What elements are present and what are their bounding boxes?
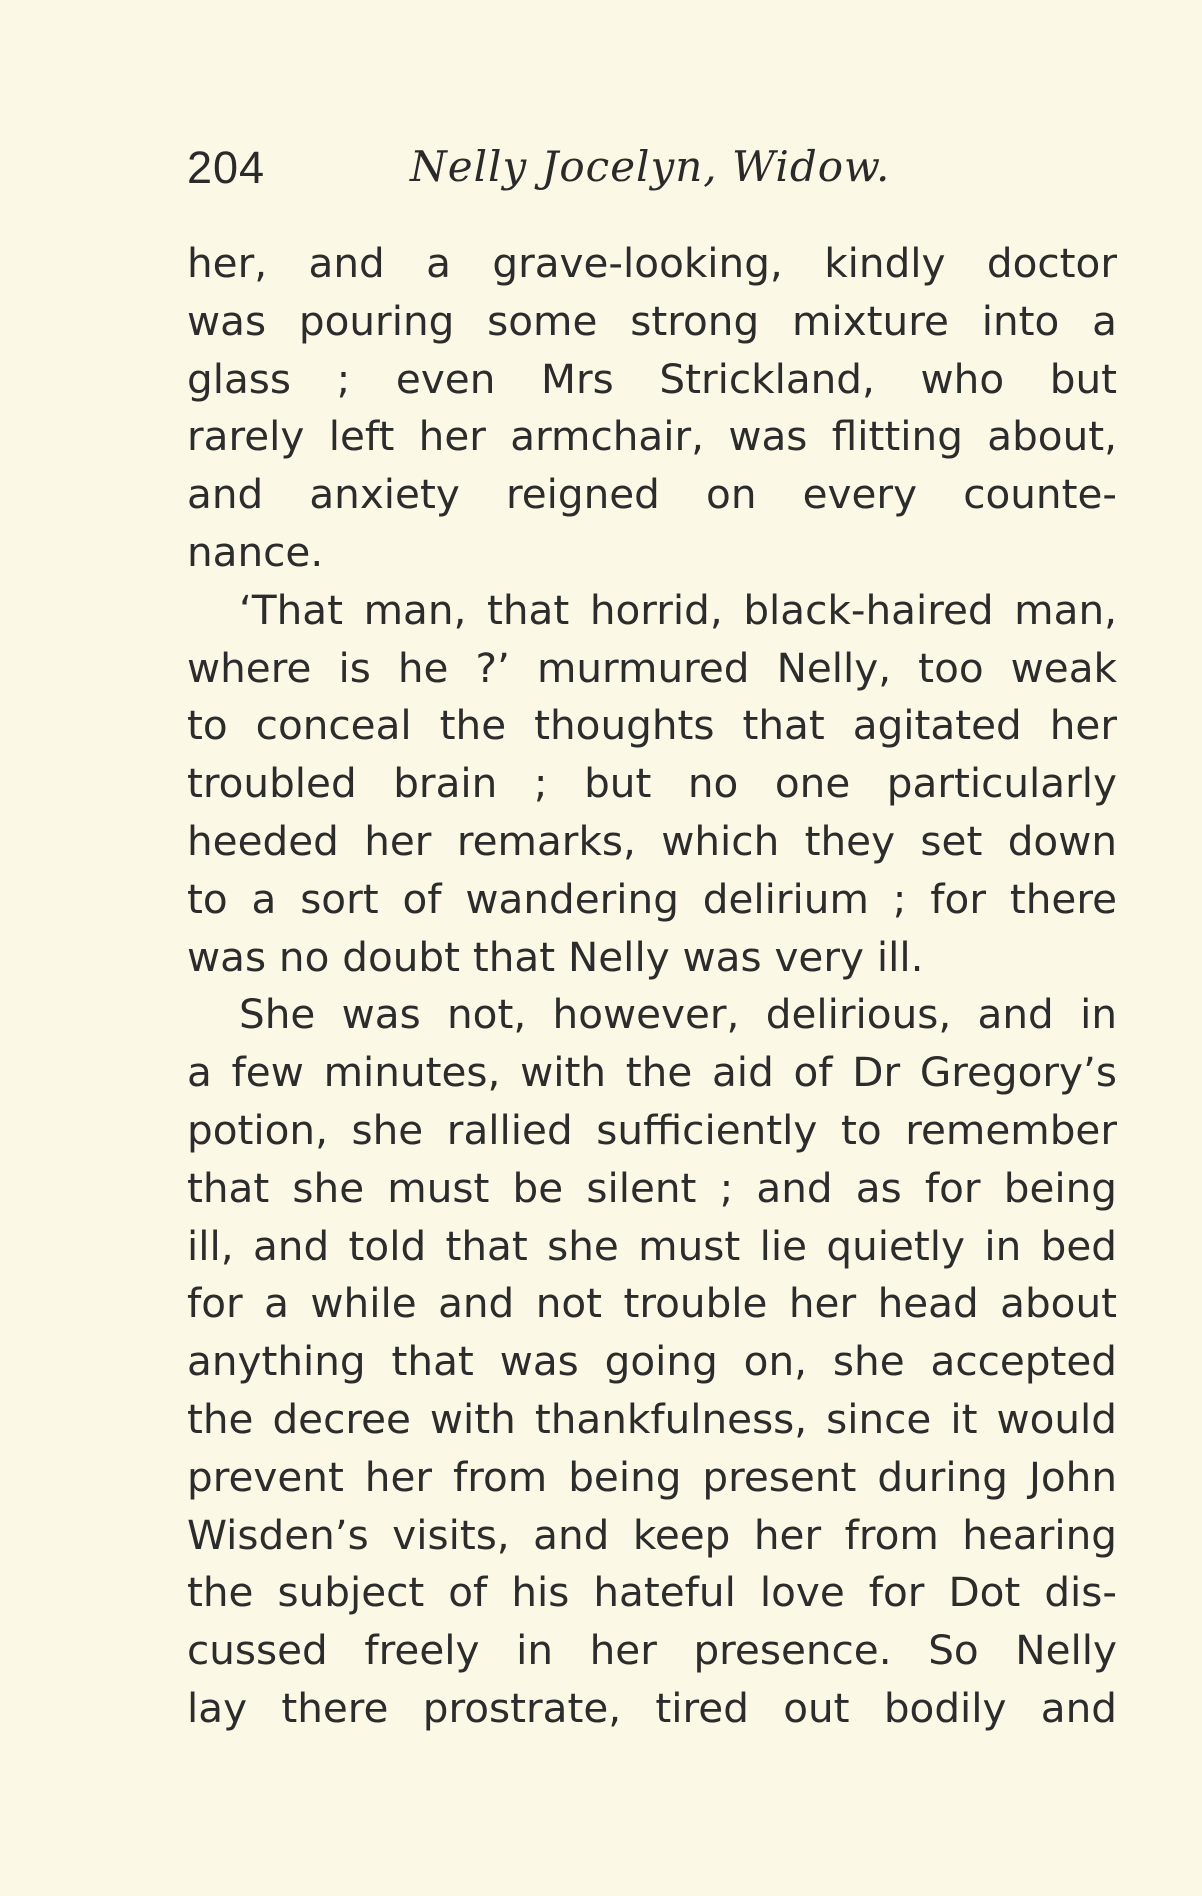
text-line: the decree with thankfulness, since it would bbox=[187, 1394, 1117, 1443]
text-line: to conceal the thoughts that agitated her bbox=[187, 701, 1117, 750]
page-header bbox=[187, 142, 1117, 202]
text-line: troubled brain ; but no one particularly bbox=[187, 759, 1117, 808]
running-title: Nelly Jocelyn, Widow. bbox=[410, 142, 891, 191]
text-line: nance. bbox=[187, 527, 324, 576]
text-line: a few minutes, with the aid of Dr Gregory’s bbox=[187, 1048, 1117, 1097]
text-line: that she must be silent ; and as for being bbox=[187, 1163, 1117, 1212]
text-line: was no doubt that Nelly was very ill. bbox=[187, 932, 924, 981]
text-line: Wisden’s visits, and keep her from hearing bbox=[187, 1510, 1117, 1559]
text-line: and anxiety reigned on every counte- bbox=[187, 470, 1117, 519]
text-line: her, and a grave-looking, kindly doctor bbox=[187, 239, 1117, 287]
text-line: prevent her from being present during John bbox=[187, 1452, 1117, 1501]
text-line: lay there prostrate, tired out bodily and bbox=[187, 1683, 1117, 1732]
text-line: cussed freely in her presence. So Nelly bbox=[187, 1626, 1117, 1675]
page-number: 204 bbox=[187, 142, 266, 193]
text-line: to a sort of wandering delirium ; for there bbox=[187, 874, 1117, 923]
paragraph-start-line: ‘That man, that horrid, black-haired man, bbox=[239, 585, 1117, 634]
paragraph-start-line: She was not, however, delirious, and in bbox=[239, 990, 1117, 1039]
text-line: ill, and told that she must lie quietly in bed bbox=[187, 1221, 1117, 1270]
body-text bbox=[187, 235, 1117, 1738]
text-line: where is he ?’ murmured Nelly, too weak bbox=[187, 643, 1117, 692]
text-line: for a while and not trouble her head about bbox=[187, 1279, 1117, 1328]
text-line: was pouring some strong mixture into a bbox=[187, 296, 1117, 345]
text-line: glass ; even Mrs Strickland, who but bbox=[187, 354, 1117, 403]
text-line: the subject of his hateful love for Dot dis- bbox=[187, 1568, 1117, 1617]
text-line: heeded her remarks, which they set down bbox=[187, 816, 1117, 865]
text-line: potion, she rallied sufficiently to remember bbox=[187, 1105, 1117, 1154]
text-line: rarely left her armchair, was flitting about, bbox=[187, 412, 1117, 461]
text-line: anything that was going on, she accepted bbox=[187, 1337, 1117, 1386]
